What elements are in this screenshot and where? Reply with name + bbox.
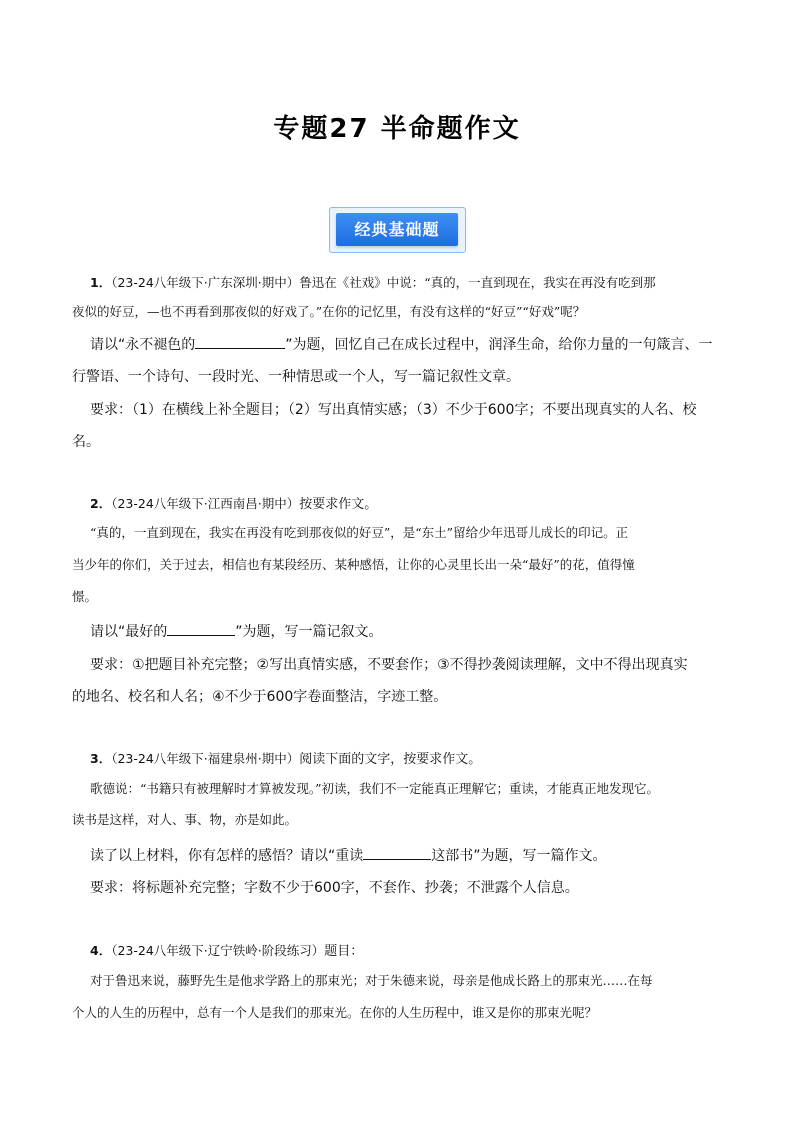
question-source: （23-24八年级下·福建泉州·期中） bbox=[111, 751, 300, 766]
question-text: 个人的人生的历程中，总有一个人是我们的那束光。在你的人生历程中，谁又是你的那束光呢？ bbox=[72, 1005, 598, 1020]
question-source: （23-24八年级下·广东深圳·期中） bbox=[111, 275, 300, 290]
question-requirement: 要求：（1）在横线上补全题目；（2）写出真情实感；（3）不少于600字；不要出现真实的人名、校 bbox=[90, 402, 697, 418]
question-text: 这部书”为题，写一篇作文。 bbox=[431, 848, 607, 864]
question-text: ”为题，写一篇记叙文。 bbox=[235, 624, 383, 640]
question-source: （23-24八年级下·辽宁铁岭·阶段练习） bbox=[111, 943, 325, 958]
question-text: 对于鲁迅来说，藤野先生是他求学路上的那束光；对于朱德来说，母亲是他成长路上的那束光……在每 bbox=[90, 973, 653, 988]
section-banner bbox=[329, 207, 466, 253]
question-text: 歌德说：“书籍只有被理解时才算被发现。”初读，我们不一定能真正理解它；重读，才能真正地发现它。 bbox=[90, 781, 660, 796]
question-text: 读了以上材料，你有怎样的感悟？请以“重读 bbox=[90, 848, 364, 864]
question-text: 行警语、一个诗句、一段时光、一种情思或一个人，写一篇记叙性文章。 bbox=[72, 369, 520, 385]
title-blank bbox=[195, 336, 285, 349]
question-number: 4． bbox=[90, 943, 112, 958]
question-source: （23-24八年级下·江西南昌·期中） bbox=[111, 496, 300, 511]
question-text: “真的，一直到现在，我实在再没有吃到那夜似的好豆”，是“东土”留给少年迅哥儿成长的印记。正 bbox=[90, 525, 629, 540]
question-text: 当少年的你们，关于过去，相信也有某段经历、某种感悟，让你的心灵里长出一朵“最好”的花，值得憧 bbox=[72, 557, 635, 572]
question-number: 2． bbox=[90, 496, 112, 511]
page-title: 专题27 半命题作文 bbox=[273, 114, 521, 144]
question-number: 1． bbox=[90, 275, 112, 290]
title-blank bbox=[363, 847, 431, 860]
question-text: 鲁迅在《社戏》中说：“真的，一直到现在，我实在再没有吃到那 bbox=[299, 275, 656, 290]
question-text: 请以“永不褪色的 bbox=[90, 337, 196, 353]
question-requirement: 要求：①把题目补充完整；②写出真情实感，不要套作；③不得抄袭阅读理解，文中不得出现真实 bbox=[90, 657, 688, 673]
question-text: 名。 bbox=[72, 434, 100, 450]
question-text: 阅读下面的文字，按要求作文。 bbox=[299, 752, 482, 767]
question-text: 憬。 bbox=[72, 589, 98, 604]
question-requirement: 的地名、校名和人名；④不少于600字卷面整洁，字迹工整。 bbox=[72, 689, 448, 705]
question-text: 按要求作文。 bbox=[299, 497, 378, 512]
section-banner-label: 经典基础题 bbox=[336, 213, 458, 246]
question-text: 读书是这样，对人、事、物，亦是如此。 bbox=[72, 812, 298, 827]
question-text: 题目： bbox=[324, 944, 364, 959]
question-text: ”为题，回忆自己在成长过程中，润泽生命，给你力量的一句箴言、一 bbox=[285, 337, 713, 353]
title-blank bbox=[167, 623, 235, 636]
question-text: 请以“最好的 bbox=[90, 624, 168, 640]
question-number: 3． bbox=[90, 751, 112, 766]
question-text: 夜似的好豆，—也不再看到那夜似的好戏了。”在你的记忆里，有没有这样的“好豆”“好戏”呢？ bbox=[72, 304, 586, 319]
question-requirement: 要求：将标题补充完整；字数不少于600字，不套作、抄袭；不泄露个人信息。 bbox=[90, 880, 579, 896]
